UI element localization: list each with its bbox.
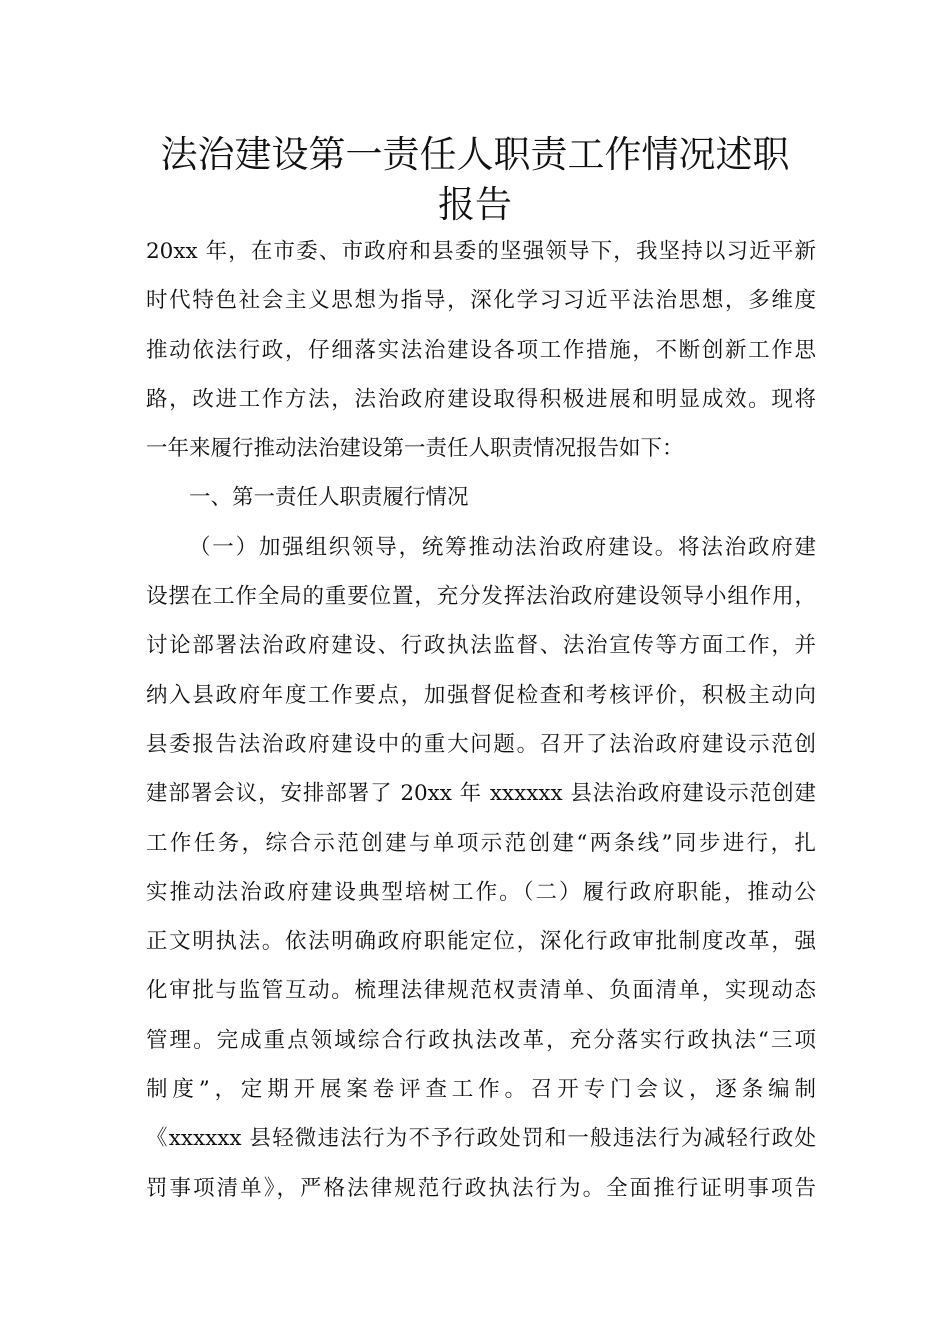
- body-line: 县委报告法治政府建设中的重大问题。召开了法治政府建设示范创: [146, 731, 816, 757]
- document-title-line-2: 报告: [438, 183, 512, 226]
- body-line: 推动依法行政，仔细落实法治建设各项工作措施，不断创新工作思: [146, 337, 816, 363]
- body-line: 时代特色社会主义思想为指导，深化学习习近平法治思想，多维度: [146, 288, 816, 314]
- body-line: 制度”，定期开展案卷评查工作。召开专门会议，逐条编制: [146, 1077, 816, 1103]
- body-line: 纳入县政府年度工作要点，加强督促检查和考核评价，积极主动向: [146, 682, 816, 708]
- body-line: 一年来履行推动法治建设第一责任人职责情况报告如下：: [146, 436, 684, 462]
- body-line: 建部署会议，安排部署了 20xx 年 xxxxxx 县法治政府建设示范创建: [146, 781, 816, 807]
- body-line: 设摆在工作全局的重要位置，充分发挥法治政府建设领导小组作用，: [146, 584, 816, 610]
- body-line: （一）加强组织领导，统筹推动法治政府建设。将法治政府建: [189, 534, 816, 560]
- body-line: 讨论部署法治政府建设、行政执法监督、法治宣传等方面工作，并: [146, 633, 816, 659]
- body-line: 工作任务，综合示范创建与单项示范创建“两条线”同步进行，扎: [146, 830, 816, 856]
- body-line: 实推动法治政府建设典型培树工作。（二）履行政府职能，推动公: [146, 879, 816, 905]
- body-line: 化审批与监管互动。梳理法律规范权责清单、负面清单，实现动态: [146, 978, 816, 1004]
- body-line: 《xxxxxx 县轻微违法行为不予行政处罚和一般违法行为减轻行政处: [146, 1126, 816, 1152]
- body-line: 罚事项清单》，严格法律规范行政执法行为。全面推行证明事项告: [146, 1175, 816, 1201]
- document-title-line-1: 法治建设第一责任人职责工作情况述职: [160, 133, 790, 176]
- section-heading: 一、第一责任人职责履行情况: [189, 485, 469, 511]
- body-line: 路，改进工作方法，法治政府建设取得积极进展和明显成效。现将: [146, 386, 816, 412]
- body-line: 20xx 年，在市委、市政府和县委的坚强领导下，我坚持以习近平新: [146, 239, 816, 264]
- body-line: 正文明执法。依法明确政府职能定位，深化行政审批制度改革，强: [146, 929, 816, 955]
- body-line: 管理。完成重点领域综合行政执法改革，充分落实行政执法“三项: [146, 1027, 816, 1053]
- document-body: [146, 231, 816, 1217]
